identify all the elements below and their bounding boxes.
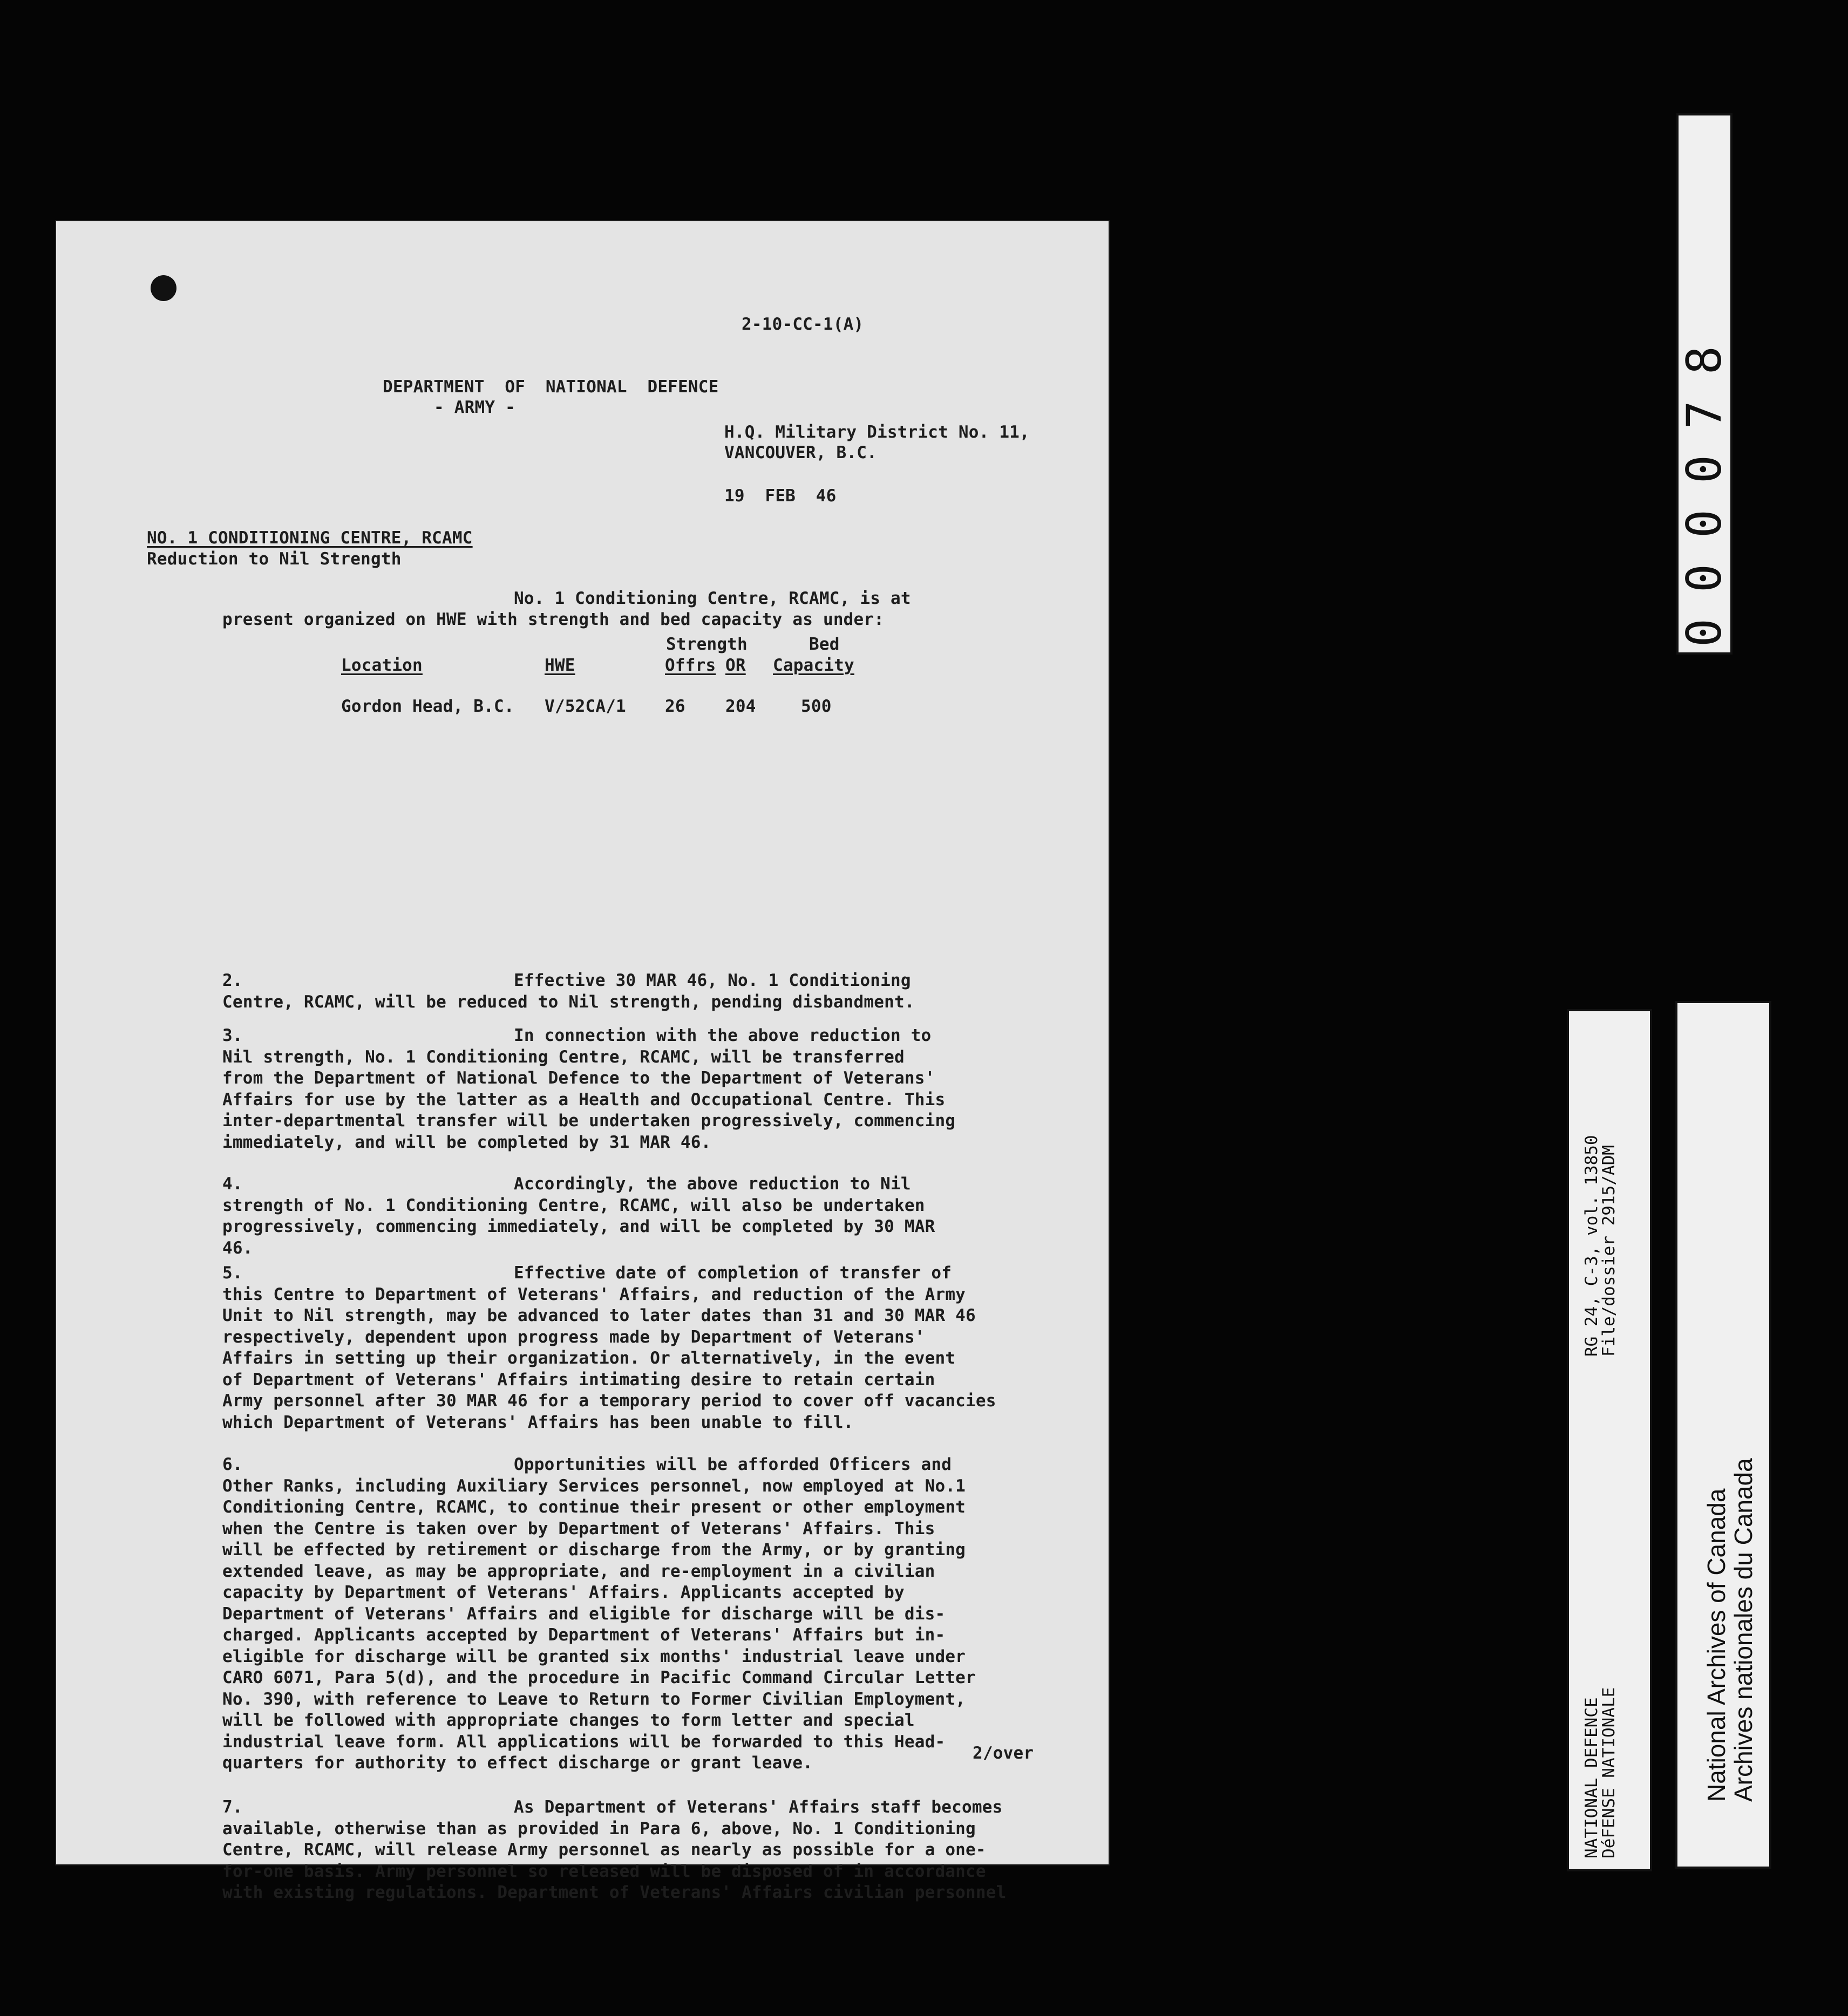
paragraph-line: quarters for authority to effect discharge or grant leave.	[222, 1753, 813, 1773]
paragraph-line: Centre, RCAMC, will be reduced to Nil strength, pending disbandment.	[222, 992, 915, 1012]
paragraph-line: capacity by Department of Veterans' Affairs. Applicants accepted by	[222, 1583, 905, 1602]
table-cell-location: Gordon Head, B.C.	[341, 697, 514, 716]
paragraph-line: will be effected by retirement or discharge from the Army, or by granting	[222, 1540, 966, 1559]
para1-line2: present organized on HWE with strength and bed capacity as under:	[222, 610, 885, 629]
hq-address-line1: H.Q. Military District No. 11,	[724, 423, 1030, 442]
paragraph-line: eligible for discharge will be granted six months' industrial leave under	[222, 1646, 966, 1666]
paragraph-line: As Department of Veterans' Affairs staff becomes	[514, 1797, 1003, 1817]
paragraph-line: Affairs for use by the latter as a Health and Occupational Centre. This	[222, 1089, 946, 1109]
branch-heading: - ARMY -	[434, 398, 515, 417]
frame-number-label	[1676, 113, 1732, 655]
paragraph-line: Unit to Nil strength, may be advanced to later dates than 31 and 30 MAR 46	[222, 1306, 976, 1325]
subject-heading: NO. 1 CONDITIONING CENTRE, RCAMC	[147, 528, 473, 548]
table-cell-capacity: 500	[801, 697, 832, 716]
paragraph-line: immediately, and will be completed by 31 MAR 46.	[222, 1132, 711, 1152]
paragraph-line: strength of No. 1 Conditioning Centre, RCAMC, will also be undertaken	[222, 1195, 925, 1215]
para1-line1: No. 1 Conditioning Centre, RCAMC, is at	[514, 589, 911, 608]
paragraph-number: 7.	[222, 1797, 243, 1817]
paragraph-line: inter-departmental transfer will be undertaken progressively, commencing	[222, 1111, 956, 1130]
paragraph-line: Nil strength, No. 1 Conditioning Centre, RCAMC, will be transferred	[222, 1047, 905, 1067]
reference-label	[1567, 1009, 1652, 1871]
paragraph-line: Department of Veterans' Affairs and eligible for discharge will be dis-	[222, 1604, 946, 1624]
paragraph-line: this Centre to Department of Veterans' Affairs, and reduction of the Army	[222, 1284, 966, 1304]
paragraph-line: progressively, commencing immediately, and will be completed by 30 MAR	[222, 1217, 935, 1236]
frame-number: 000078	[1676, 320, 1732, 647]
document-page	[56, 221, 1109, 1902]
paragraph-line: industrial leave form. All applications will be forwarded to this Head-	[222, 1732, 946, 1752]
paragraph-line: available, otherwise than as provided in Para 6, above, No. 1 Conditioning	[222, 1819, 976, 1838]
paragraph-line: charged. Applicants accepted by Department of Veterans' Affairs but in-	[222, 1625, 946, 1645]
dnd-label-line1: NATIONAL DEFENCE	[1582, 1697, 1601, 1858]
dnd-label-line2: DéFENSE NATIONALE	[1599, 1687, 1619, 1858]
archive-reference-line2: File/dossier 2915/ADM	[1599, 1145, 1619, 1357]
paragraph-line: Effective 30 MAR 46, No. 1 Conditioning	[514, 971, 911, 990]
table-cell-offrs: 26	[665, 697, 685, 716]
paragraph-line: In connection with the above reduction to	[514, 1026, 932, 1045]
table-header-hwe: HWE	[545, 656, 575, 675]
paragraph-number: 3.	[222, 1026, 243, 1045]
department-heading: DEPARTMENT OF NATIONAL DEFENCE	[383, 377, 719, 397]
paragraph-line: Accordingly, the above reduction to Nil	[514, 1174, 911, 1194]
paragraph-line: extended leave, as may be appropriate, and re-employment in a civilian	[222, 1561, 935, 1581]
paragraph-line: will be followed with appropriate changes to form letter and special	[222, 1711, 915, 1730]
paragraph-line: Centre, RCAMC, will release Army personnel as nearly as possible for a one-	[222, 1840, 986, 1860]
table-header-offrs: Offrs	[665, 656, 716, 675]
letter-date: 19 FEB 46	[724, 486, 837, 506]
table-cell-hwe: V/52CA/1	[545, 697, 626, 716]
subject-subheading: Reduction to Nil Strength	[147, 549, 402, 569]
archives-name-fr: Archives nationales du Canada	[1729, 1458, 1757, 1802]
table-group-bed: Bed	[809, 635, 840, 654]
archive-reference-line1: RG 24, C-3, vol. 13850	[1582, 1135, 1601, 1357]
table-header-location: Location	[341, 656, 423, 675]
paragraph-number: 2.	[222, 971, 243, 990]
paragraph-line: from the Department of National Defence to the Department of Veterans'	[222, 1068, 935, 1088]
paragraph-number: 5.	[222, 1263, 243, 1283]
hq-address-line2: VANCOUVER, B.C.	[724, 443, 877, 462]
paragraph-line: Other Ranks, including Auxiliary Services personnel, now employed at No.1	[222, 1476, 966, 1496]
paragraph-line: Effective date of completion of transfer of	[514, 1263, 952, 1283]
paragraph-line: of Department of Veterans' Affairs intimating desire to retain certain	[222, 1370, 935, 1390]
paragraph-line: Opportunities will be afforded Officers and	[514, 1455, 952, 1474]
paragraph-line: Affairs in setting up their organization. Or alternatively, in the event	[222, 1348, 956, 1368]
table-group-strength: Strength	[666, 635, 748, 654]
paragraph-line: No. 390, with reference to Leave to Return to Former Civilian Employment,	[222, 1689, 966, 1709]
archives-label	[1675, 1001, 1771, 1869]
paragraph-line: when the Centre is taken over by Department of Veterans' Affairs. This	[222, 1518, 935, 1538]
table-header-or: OR	[725, 656, 746, 675]
paragraph-line: respectively, dependent upon progress made by Department of Veterans'	[222, 1327, 925, 1347]
table-cell-or: 204	[725, 697, 756, 716]
file-reference: 2-10-CC-1(A)	[742, 315, 864, 334]
table-header-capacity: Capacity	[773, 656, 854, 675]
paragraph-line: CARO 6071, Para 5(d), and the procedure in Pacific Command Circular Letter	[222, 1668, 976, 1687]
paragraph-line: Conditioning Centre, RCAMC, to continue their present or other employment	[222, 1497, 966, 1517]
paragraph-line: with existing regulations. Department of Veterans' Affairs civilian personnel	[222, 1883, 1007, 1902]
paragraph-number: 6.	[222, 1455, 243, 1474]
paragraph-number: 4.	[222, 1174, 243, 1194]
paragraph-line: which Department of Veterans' Affairs has been unable to fill.	[222, 1412, 854, 1432]
paragraph-line: for-one basis. Army personnel so released will be disposed of in accordance	[222, 1861, 986, 1881]
paragraph-line: Army personnel after 30 MAR 46 for a temporary period to cover off vacancies	[222, 1391, 996, 1411]
punch-hole	[151, 275, 176, 301]
page-footer: 2/over	[973, 1743, 1034, 1763]
archives-name-en: National Archives of Canada	[1702, 1488, 1730, 1802]
paragraph-line: 46.	[222, 1238, 253, 1258]
